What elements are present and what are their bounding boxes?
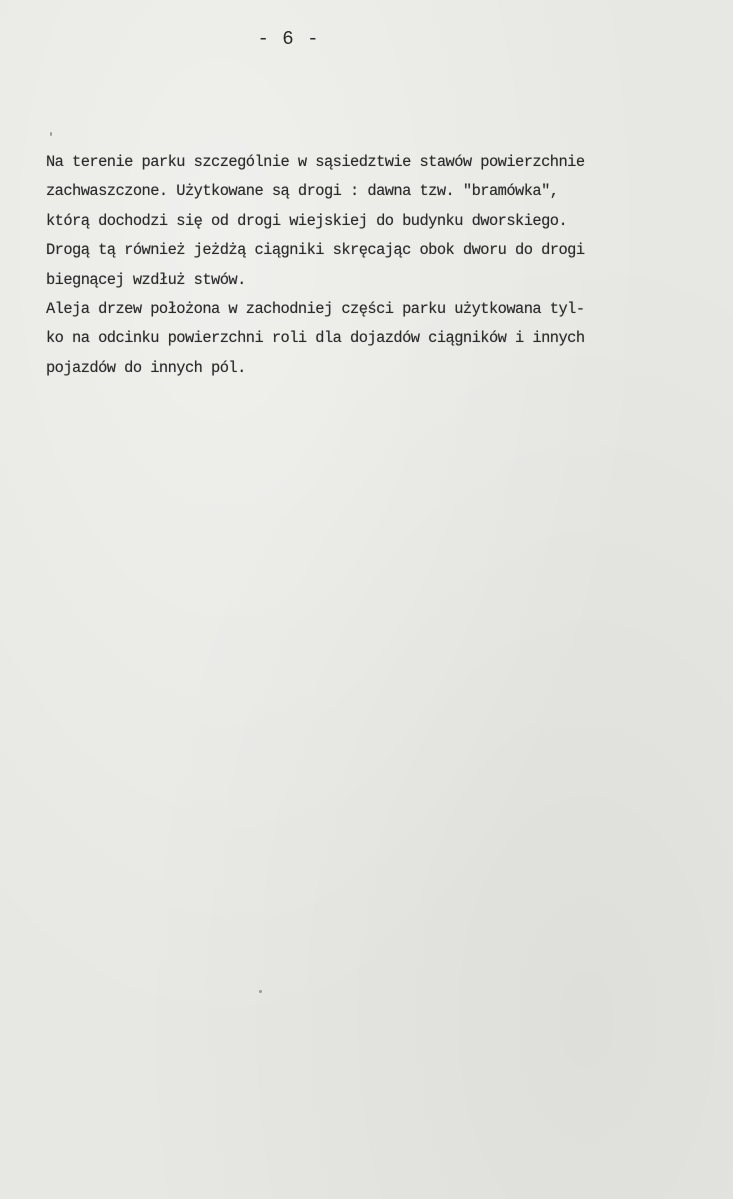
body-text <box>46 148 706 383</box>
paper-speck <box>50 132 52 136</box>
page-number: - 6 - <box>257 28 320 50</box>
text-line: ko na odcinku powierzchni roli dla dojazdów ciągników i innych <box>46 329 585 348</box>
paragraph-1 <box>46 148 706 295</box>
text-line: zachwaszczone. Użytkowane są drogi : dawna tzw. "bramówka", <box>46 182 559 201</box>
text-line: pojazdów do innych pól. <box>46 358 246 377</box>
text-line: Na terenie parku szczególnie w sąsiedztwie stawów powierzchnie <box>46 153 585 171</box>
paragraph-2 <box>46 295 706 383</box>
paper-speck <box>259 990 262 993</box>
text-line: Drogą tą również jeżdżą ciągniki skręcając obok dworu do drogi <box>46 241 585 260</box>
text-line: biegnącej wzdłuż stwów. <box>46 270 246 289</box>
text-line: Aleja drzew położona w zachodniej części parku użytkowana tyl- <box>46 300 585 319</box>
text-line: którą dochodzi się od drogi wiejskiej do budynku dworskiego. <box>46 211 568 230</box>
